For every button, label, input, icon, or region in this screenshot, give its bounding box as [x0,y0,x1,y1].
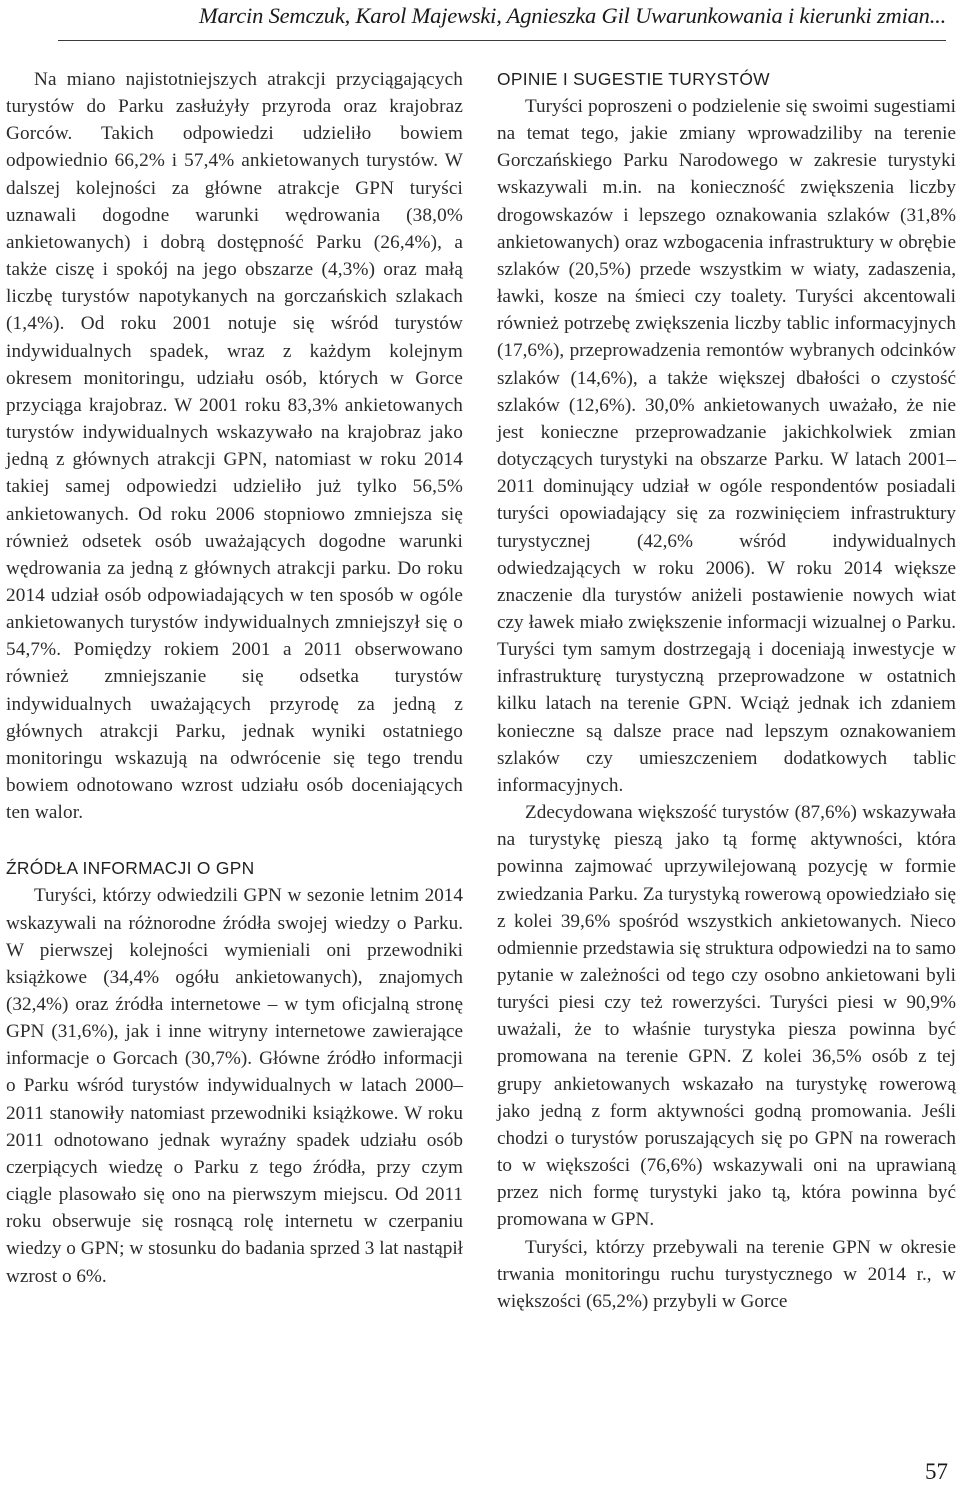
left-paragraph-sources: Turyści, którzy odwiedzili GPN w sezonie letnim 2014 wskazywali na różnorodne źródła swojej wiedzy o Parku. W pierwszej kolejności wymieniali oni przewodniki książkowe (34,4% ogółu ankietowanych), znajomych (32,4%) oraz źródła internetowe – w tym oficjalną stronę GPN (31,6%), jak i inne witryny internetowe zawierające informacje o Gorcach (30,7%). Główne źródło informacji o Parku wśród turystów indywidualnych w latach 2000–2011 stanowiły natomiast przewodniki książkowe. W roku 2011 odnotowano jednak wyraźny spadek udziału osób czerpiących wiedzę o Parku z tego źródła, przy czym ciągle plasowało się ono na pierwszym miejscu. Od 2011 roku obserwuje się rosnącą rolę internetu w czerpaniu wiedzy o GPN; w stosunku do badania sprzed 3 lat nastąpił wzrost o 6%. [6,885,463,1287]
right-column [497,66,956,1315]
heading-information-sources: ŹRÓDŁA INFORMACJI O GPN [6,858,255,879]
running-header: Marcin Semczuk, Karol Majewski, Agnieszka Gil Uwarunkowania i kierunki zmian... [198,3,946,28]
header-rule [58,40,946,41]
heading-opinions-suggestions: OPINIE I SUGESTIE TURYSTÓW [497,69,770,89]
left-column [6,66,463,1290]
right-paragraph-suggestions: Turyści poproszeni o podzielenie się swoimi sugestiami na temat tego, jakie zmiany wprowadziliby na terenie Gorczańskiego Parku Narodowego w zakresie turystyki wskazywali m.in. na konieczność zwiększenia liczby drogowskazów i lepszego oznakowania szlaków (31,8% ankietowanych) oraz wzbogacenia infrastruktury w obrębie szlaków (20,5%) przede wszystkim w wiaty, zadaszenia, ławki, kosze na śmieci czy toalety. Turyści akcentowali również potrzebę zwiększenia liczby tablic informacyjnych (17,6%), przeprowadzenia remontów wybranych odcinków szlaków (14,6%), a także większej dbałości o czystość szlaków (12,6%). 30,0% ankietowanych uważało, że nie jest konieczne przeprowadzanie jakichkolwiek zmian dotyczących turystyki na obszarze Parku. W latach 2001–2011 dominujący udział w ogóle respondentów posiadali turyści opowiadający się za rozwinięciem infrastruktury turystycznej (42,6% wśród indywidualnych odwiedzających w roku 2006). W roku 2014 większe znaczenie dla turystów aniżeli postawienie nowych wiat czy ławek miało zwiększenie informacji wizualnej o Parku. Turyści tym samym dostrzegają i doceniają inwestycje w infrastrukturę turystyczną przeprowadzone w ostatnich kilku latach na terenie GPN. Wciąż jednak ich zdaniem konieczne są dalsze prace nad lepszym oznakowaniem szlaków czy umieszczeniem dodatkowych tablic informacyjnych. [497,96,956,796]
left-paragraph-attractions: Na miano najistotniejszych atrakcji przyciągających turystów do Parku zasłużyły przyroda oraz krajobraz Gorców. Takich odpowiedzi udzieliło bowiem odpowiednio 66,2% i 57,4% ankietowanych turystów. W dalszej kolejności za główne atrakcje GPN turyści uznawali dogodne warunki wędrowania (38,0% ankietowanych) i dobrą dostępność Parku (26,4%), a także ciszę i spokój na jego obszarze (4,3%) oraz małą liczbę turystów napotykanych na gorczańskich szlakach (1,4%). Od roku 2001 notuje się wśród turystów indywidualnych spadek, wraz z każdym kolejnym okresem monitoringu, udziału osób, których w Gorce przyciąga krajobraz. W 2001 roku 83,3% ankietowanych turystów indywidualnych wskazywało na krajobraz jako jedną z głównych atrakcji GPN, natomiast w roku 2014 takiej samej odpowiedzi udzieliło już tylko 56,5% ankietowanych. Od roku 2006 stopniowo zmniejsza się również odsetek osób uważających dogodne warunki wędrowania za jedną z głównych atrakcji parku. Do roku 2014 udział osób odpowiadających w ten sposób w ogóle ankietowanych turystów indywidualnych zmniejszył się o 54,7%. Pomiędzy rokiem 2001 a 2011 obserwowano również zmniejszanie się odsetka turystów indywidualnych uważających przyrodę za jedną z głównych atrakcji Parku, jednak wyniki ostatniego monitoringu wskazują na odwrócenie się tego trendu bowiem odnotowano wzrost udziału osób doceniających ten walor. [6,69,463,824]
right-paragraph-visitors: Turyści, którzy przebywali na terenie GPN w okresie trwania monitoringu ruchu turystycznego w 2014 r., w większości (65,2%) przybyli w Gorce [497,1236,956,1312]
page-number: 57 [925,1459,948,1484]
right-paragraph-activity-forms: Zdecydowana większość turystów (87,6%) wskazywała na turystykę pieszą jako tą formę aktywności, która powinna zajmować uprzywilejowaną pozycję w formie zwiedzania Parku. Za turystyką rowerową opowiedziało się z kolei 39,6% spośród wszystkich ankietowanych. Nieco odmiennie przedstawia się struktura odpowiedzi na to samo pytanie w zależności od tego czy osobno ankietowani byli turyści piesi czy też rowerzyści. Turyści piesi w 90,9% uważali, że to właśnie turystyka piesza powinna być promowana na terenie GPN. Z kolei 36,5% osób z tej grupy ankietowanych wskazało na turystykę rowerową jako jedną z form aktywności godną promowania. Jeśli chodzi o turystów poruszających się po GPN na rowerach to w większości (76,6%) wskazywali oni na uprawianą przez nich formę turystyki jako tą, która powinna być promowana w GPN. [497,802,956,1231]
